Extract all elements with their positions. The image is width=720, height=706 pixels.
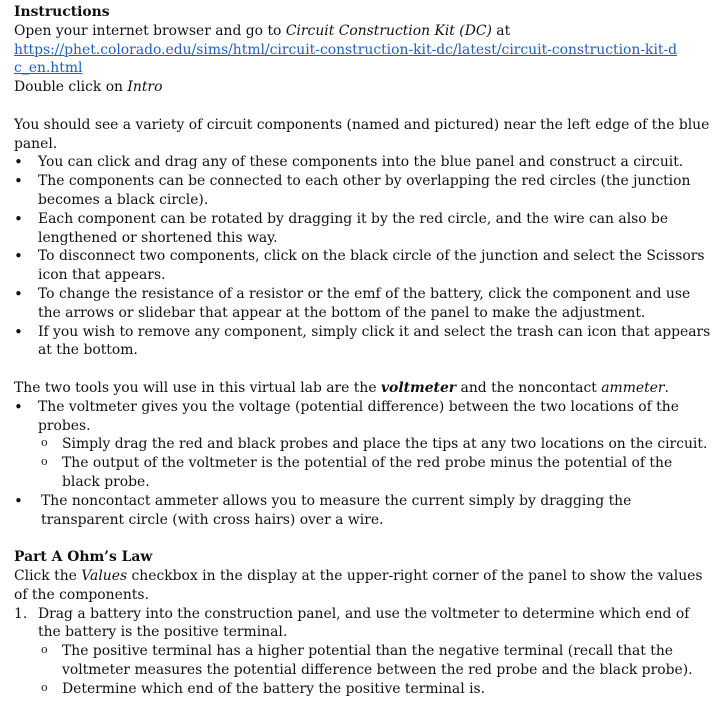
tools-bullet-list — [14, 398, 712, 530]
step-text: Drag a battery into the construction panel, and use the voltmeter to determine which end of the battery is the positive terminal. — [38, 605, 690, 641]
sub-list-item: o The output of the voltmeter is the potential of the red probe minus the potential of the black probe. — [38, 454, 712, 492]
step-item — [14, 605, 712, 699]
list-item: • Each component can be rotated by dragging it by the red circle, and the wire can also be lengthened or shortened this way. — [14, 210, 712, 248]
tools-intro-period: . — [664, 379, 669, 396]
voltmeter-sub-list — [38, 435, 712, 491]
spacer — [14, 97, 712, 116]
instructions-heading: Instructions — [14, 4, 110, 20]
part-a-intro — [14, 567, 712, 605]
list-item: • The components can be connected to each other by overlapping the red circles (the junction becomes a black circle). — [14, 172, 712, 210]
instructions-line-1 — [14, 22, 712, 41]
simulation-url-link[interactable]: https://phet.colorado.edu/sims/html/circuit-construction-kit-dc/latest/circuit-construction-kit-dc_en.html — [14, 41, 678, 77]
list-item: • To disconnect two components, click on the black circle of the junction and select the Scissors icon that appears. — [14, 247, 712, 285]
voltmeter-term: voltmeter — [380, 379, 457, 396]
intro-screen-name: Intro — [127, 79, 163, 96]
list-item: • If you wish to remove any component, simply click it and select the trash can icon that appears at the bottom. — [14, 323, 712, 361]
simulation-name: Circuit Construction Kit (DC) — [285, 22, 492, 39]
instructions-line-2 — [14, 78, 712, 97]
spacer — [14, 529, 712, 548]
step-sub-list — [38, 642, 712, 698]
values-checkbox-term: Values — [81, 567, 128, 584]
components-intro: You should see a variety of circuit components (named and pictured) near the left edge of the blue panel. — [14, 116, 710, 152]
instructions-line-1-tail: at — [491, 22, 511, 39]
instructions-line-2-text: Double click on — [14, 79, 128, 96]
step-number: 1. — [14, 605, 28, 622]
tools-intro — [14, 379, 712, 398]
part-a-intro-text: Click the — [14, 567, 82, 584]
sub-list-item: o Determine which end of the battery the positive terminal is. — [38, 680, 712, 699]
list-item-voltmeter — [14, 398, 712, 492]
voltmeter-bullet-text: The voltmeter gives you the voltage (potential difference) between the two locations of the probes. — [38, 398, 679, 434]
sub-list-item: o The positive terminal has a higher potential than the negative terminal (recall that the voltmeter measures the potential difference between the red probe and the black probe). — [38, 642, 712, 680]
part-a-steps — [14, 605, 712, 699]
spacer — [14, 360, 712, 379]
part-a-intro-tail: checkbox in the display at the upper-right corner of the panel to show the values of the components. — [14, 567, 703, 603]
list-item-ammeter: • The noncontact ammeter allows you to measure the current simply by dragging the transparent circle (with cross hairs) over a wire. — [14, 492, 712, 530]
part-a-heading: Part A Ohm’s Law — [14, 549, 153, 566]
ammeter-term: ammeter — [601, 379, 665, 396]
simulation-url-line — [14, 41, 682, 79]
sub-list-item: o Simply drag the red and black probes and place the tips at any two locations on the circuit. — [38, 435, 712, 454]
list-item: • To change the resistance of a resistor or the emf of the battery, click the component and use the arrows or slidebar that appear at the bottom of the panel to make the adjustment. — [14, 285, 712, 323]
tools-intro-text: The two tools you will use in this virtual lab are the — [14, 379, 381, 396]
list-item: • You can click and drag any of these components into the blue panel and construct a circuit. — [14, 153, 712, 172]
tools-intro-text-2: and the noncontact — [456, 379, 602, 396]
instructions-line-1-text: Open your internet browser and go to — [14, 22, 286, 39]
components-bullet-list — [14, 153, 712, 360]
